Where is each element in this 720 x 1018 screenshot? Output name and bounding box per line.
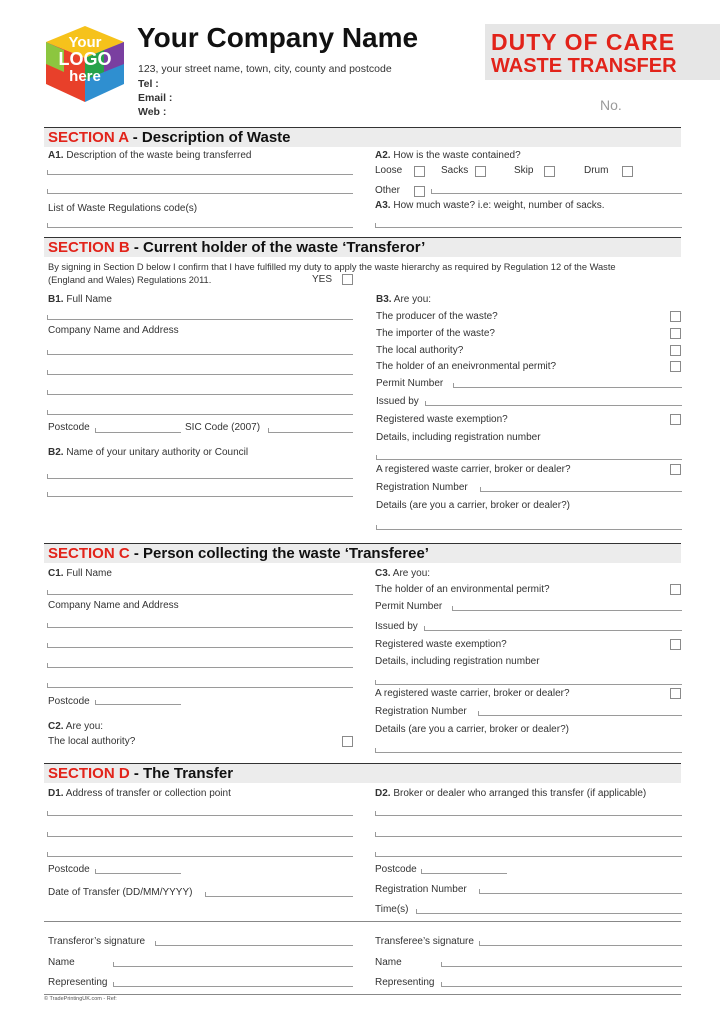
c-address-field-2[interactable] <box>47 643 353 648</box>
section-a-header <box>44 127 681 147</box>
transferor-name-field[interactable] <box>113 962 353 967</box>
d-registration-number-label: Registration Number <box>375 884 467 895</box>
other-field[interactable] <box>431 189 682 194</box>
section-b-label: SECTION B <box>48 239 130 256</box>
signature-divider <box>44 921 681 922</box>
b-address-field-1[interactable] <box>47 350 353 355</box>
c-issued-by-label: Issued by <box>375 621 418 632</box>
section-d-title: - The Transfer <box>129 765 234 782</box>
logo-text: Your <box>68 34 102 51</box>
b1-label: B1. Full Name <box>48 294 112 305</box>
a3-field[interactable] <box>375 223 682 228</box>
footer-credit: © TradePrintingUK.com - Ref: <box>44 996 117 1002</box>
c-postcode-field[interactable] <box>95 700 181 705</box>
b3-label: B3. Are you: <box>376 294 432 305</box>
section-d-label: SECTION D <box>48 765 130 782</box>
transferor-name-label: Name <box>48 957 75 968</box>
b-postcode-field[interactable] <box>95 428 181 433</box>
b-issued-by-field[interactable] <box>425 401 682 406</box>
loose-checkbox[interactable] <box>414 166 425 177</box>
date-of-transfer-label: Date of Transfer (DD/MM/YYYY) <box>48 887 193 898</box>
c2-label: C2. Are you: <box>48 721 104 732</box>
a1-label: A1. Description of the waste being transferred <box>48 150 252 161</box>
c-exemption-checkbox[interactable] <box>670 639 681 650</box>
c-local-authority-label: The local authority? <box>48 736 136 747</box>
c-exemption-label: Registered waste exemption? <box>375 639 507 650</box>
transferor-signature-label: Transferor’s signature <box>48 936 146 947</box>
section-b-title: - Current holder of the waste ‘Transferor’ <box>129 239 426 256</box>
c-permit-number-label: Permit Number <box>375 601 443 612</box>
times-label: Time(s) <box>375 904 409 915</box>
b2-field-2[interactable] <box>47 492 353 497</box>
footer-divider <box>44 994 681 995</box>
tel-label: Tel : <box>138 78 159 90</box>
c-permit-number-field[interactable] <box>452 606 682 611</box>
permit-number-label: Permit Number <box>376 378 444 389</box>
section-a-title: - Description of Waste <box>128 129 291 146</box>
form-number-label: No. <box>600 97 622 113</box>
c-address-field-3[interactable] <box>47 663 353 668</box>
c-carrier-details-field[interactable] <box>375 748 682 753</box>
transferor-representing-label: Representing <box>48 977 108 988</box>
d-postcode-label: Postcode <box>48 864 90 875</box>
section-c-header <box>44 543 681 563</box>
transferor-signature-field[interactable] <box>155 941 353 946</box>
transferee-signature-field[interactable] <box>479 941 682 946</box>
issued-by-label: Issued by <box>376 396 419 407</box>
d1-label: D1. Address of transfer or collection point <box>48 788 231 799</box>
importer-checkbox[interactable] <box>670 328 681 339</box>
permit-holder-label: The holder of an eneivronmental permit? <box>376 361 557 372</box>
section-b-header <box>44 237 681 257</box>
c-registration-number-label: Registration Number <box>375 706 467 717</box>
other-label: Other <box>375 185 401 196</box>
registration-number-label: Registration Number <box>376 482 468 493</box>
form-title-1: DUTY OF CARE <box>491 29 676 55</box>
a3-label: A3. How much waste? i.e: weight, number of sacks. <box>375 200 605 211</box>
c-details-field[interactable] <box>375 680 682 685</box>
exemption-checkbox[interactable] <box>670 414 681 425</box>
importer-label: The importer of the waste? <box>376 328 495 339</box>
transferee-name-field[interactable] <box>441 962 682 967</box>
transferee-representing-label: Representing <box>375 977 435 988</box>
sic-code-label: SIC Code (2007) <box>185 422 261 433</box>
d1-field-1[interactable] <box>47 811 353 816</box>
transferee-representing-field[interactable] <box>441 982 682 987</box>
form-title-box <box>485 24 720 80</box>
drum-checkbox[interactable] <box>622 166 633 177</box>
a1-field-1[interactable] <box>47 170 353 175</box>
company-name: Your Company Name <box>137 22 419 53</box>
section-a-label: SECTION A <box>48 129 129 146</box>
d2-postcode-label: Postcode <box>375 864 417 875</box>
postcode-label: Postcode <box>48 696 90 707</box>
c-carrier-details-label: Details (are you a carrier, broker or dealer?) <box>375 724 569 735</box>
email-label: Email : <box>138 92 173 104</box>
d1-field-3[interactable] <box>47 852 353 857</box>
form-title-2: WASTE TRANSFER <box>491 55 677 77</box>
exemption-label: Registered waste exemption? <box>376 414 508 425</box>
postcode-label: Postcode <box>48 422 90 433</box>
d1-postcode-field[interactable] <box>95 869 181 874</box>
a2-label: A2. How is the waste contained? <box>375 150 521 161</box>
b-details-field[interactable] <box>376 455 682 460</box>
section-c-label: SECTION C <box>48 545 130 562</box>
b2-label: B2. Name of your unitary authority or Council <box>48 447 249 458</box>
transferee-signature-label: Transferee’s signature <box>375 936 474 947</box>
c-registration-number-field[interactable] <box>478 711 682 716</box>
company-address: 123, your street name, town, city, county and postcode <box>138 63 392 75</box>
carrier-checkbox[interactable] <box>670 464 681 475</box>
logo-text: LOGO <box>58 49 112 69</box>
section-b-intro: (England and Wales) Regulations 2011. <box>48 275 212 285</box>
carrier-details-label: Details (are you a carrier, broker or dealer?) <box>376 500 570 511</box>
c-carrier-label: A registered waste carrier, broker or dealer? <box>375 688 570 699</box>
details-label: Details, including registration number <box>376 432 541 443</box>
d2-field-2[interactable] <box>375 832 682 837</box>
company-address-label: Company Name and Address <box>48 325 179 336</box>
c-local-authority-checkbox[interactable] <box>342 736 353 747</box>
section-d-header <box>44 763 681 783</box>
b-address-field-3[interactable] <box>47 390 353 395</box>
local-authority-label: The local authority? <box>376 345 464 356</box>
date-of-transfer-field[interactable] <box>205 892 353 897</box>
yes-label: YES <box>312 274 333 285</box>
section-c-title: - Person collecting the waste ‘Transferee’ <box>129 545 429 562</box>
d2-field-3[interactable] <box>375 852 682 857</box>
permit-holder-checkbox[interactable] <box>670 361 681 372</box>
times-field[interactable] <box>416 909 682 914</box>
d-registration-number-field[interactable] <box>479 889 682 894</box>
sic-code-field[interactable] <box>268 428 353 433</box>
waste-codes-field[interactable] <box>47 223 353 228</box>
producer-label: The producer of the waste? <box>376 311 498 322</box>
b-carrier-details-field[interactable] <box>376 525 682 530</box>
a1-field-2[interactable] <box>47 189 353 194</box>
c-carrier-checkbox[interactable] <box>670 688 681 699</box>
c-permit-holder-label: The holder of an environmental permit? <box>375 584 550 595</box>
d2-field-1[interactable] <box>375 811 682 816</box>
sacks-checkbox[interactable] <box>475 166 486 177</box>
yes-checkbox[interactable] <box>342 274 353 285</box>
carrier-label: A registered waste carrier, broker or dealer? <box>376 464 571 475</box>
logo <box>44 24 126 104</box>
c-permit-holder-checkbox[interactable] <box>670 584 681 595</box>
transferor-representing-field[interactable] <box>113 982 353 987</box>
c3-label: C3. Are you: <box>375 568 431 579</box>
sacks-label: Sacks <box>441 165 469 176</box>
c-issued-by-field[interactable] <box>424 626 682 631</box>
c-address-field-1[interactable] <box>47 623 353 628</box>
company-address-label: Company Name and Address <box>48 600 179 611</box>
c1-name-field[interactable] <box>47 590 353 595</box>
waste-codes-label: List of Waste Regulations code(s) <box>48 203 198 214</box>
c-details-label: Details, including registration number <box>375 656 540 667</box>
section-b-intro: By signing in Section D below I confirm that I have fulfilled my duty to apply the waste hierarchy as required by Regulation 12 of the Waste <box>48 262 616 272</box>
b-address-field-2[interactable] <box>47 370 353 375</box>
b-permit-number-field[interactable] <box>453 383 682 388</box>
b-registration-number-field[interactable] <box>480 487 682 492</box>
b2-field-1[interactable] <box>47 474 353 479</box>
d2-postcode-field[interactable] <box>421 869 507 874</box>
loose-label: Loose <box>375 165 403 176</box>
skip-label: Skip <box>514 165 534 176</box>
d2-label: D2. Broker or dealer who arranged this transfer (if applicable) <box>375 788 647 799</box>
transferee-name-label: Name <box>375 957 402 968</box>
logo-text: here <box>69 68 101 85</box>
c1-label: C1. Full Name <box>48 568 112 579</box>
d1-field-2[interactable] <box>47 832 353 837</box>
drum-label: Drum <box>584 165 609 176</box>
b1-name-field[interactable] <box>47 315 353 320</box>
other-checkbox[interactable] <box>414 186 425 197</box>
c-address-field-4[interactable] <box>47 683 353 688</box>
skip-checkbox[interactable] <box>544 166 555 177</box>
producer-checkbox[interactable] <box>670 311 681 322</box>
b-address-field-4[interactable] <box>47 410 353 415</box>
web-label: Web : <box>138 106 167 118</box>
local-authority-checkbox[interactable] <box>670 345 681 356</box>
